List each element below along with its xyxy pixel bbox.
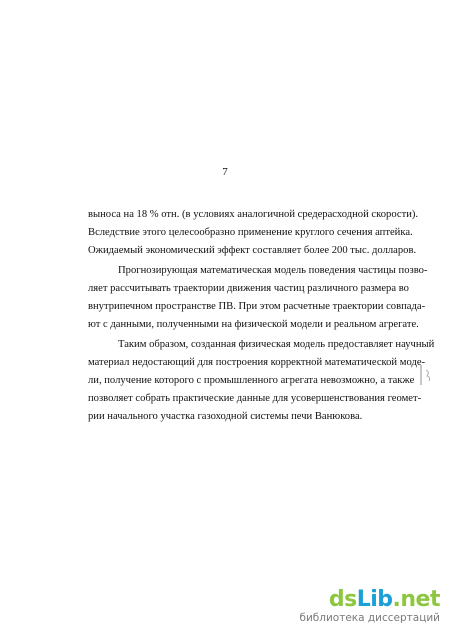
text-line: ют с данными, полученными на физической модели и реальном агрегате. [88, 319, 419, 330]
text-line: Ожидаемый экономический эффект составляет более 200 тыс. долларов. [88, 245, 417, 256]
handwritten-margin-mark [418, 362, 436, 388]
text-line: ли, получение которого с промышленного агрегата невозможно, а также [88, 375, 415, 386]
text-line: внутрипечном пространстве ПВ. При этом расчетные траектории совпада- [88, 301, 426, 312]
text-line: Таким образом, созданная физическая модель предоставляет научный [118, 339, 435, 350]
watermark-logo [299, 588, 440, 612]
watermark-logo-ds: ds [328, 587, 357, 612]
text-line: материал недостающий для построения корректной математической моде- [88, 357, 426, 368]
dslib-watermark [299, 588, 440, 624]
text-line: позволяет собрать практические данные для усовершенствования геомет- [88, 393, 422, 404]
page-number: 7 [222, 166, 228, 178]
text-line: ляет рассчитывать траектории движения частиц различного размера во [88, 283, 409, 294]
text-line: выноса на 18 % отн. (в условиях аналогичной средерасходной скорости). [88, 209, 419, 220]
watermark-subtitle: библиотека диссертаций [299, 612, 440, 624]
watermark-logo-net: .net [392, 587, 440, 612]
watermark-logo-lib: Lib [356, 587, 393, 612]
text-line: Прогнозирующая математическая модель поведения частицы позво- [118, 265, 428, 276]
text-line: рии начального участка газоходной системы печи Ванюкова. [88, 411, 363, 422]
text-line: Вследствие этого целесообразно применение круглого сечения аптейка. [88, 227, 413, 238]
